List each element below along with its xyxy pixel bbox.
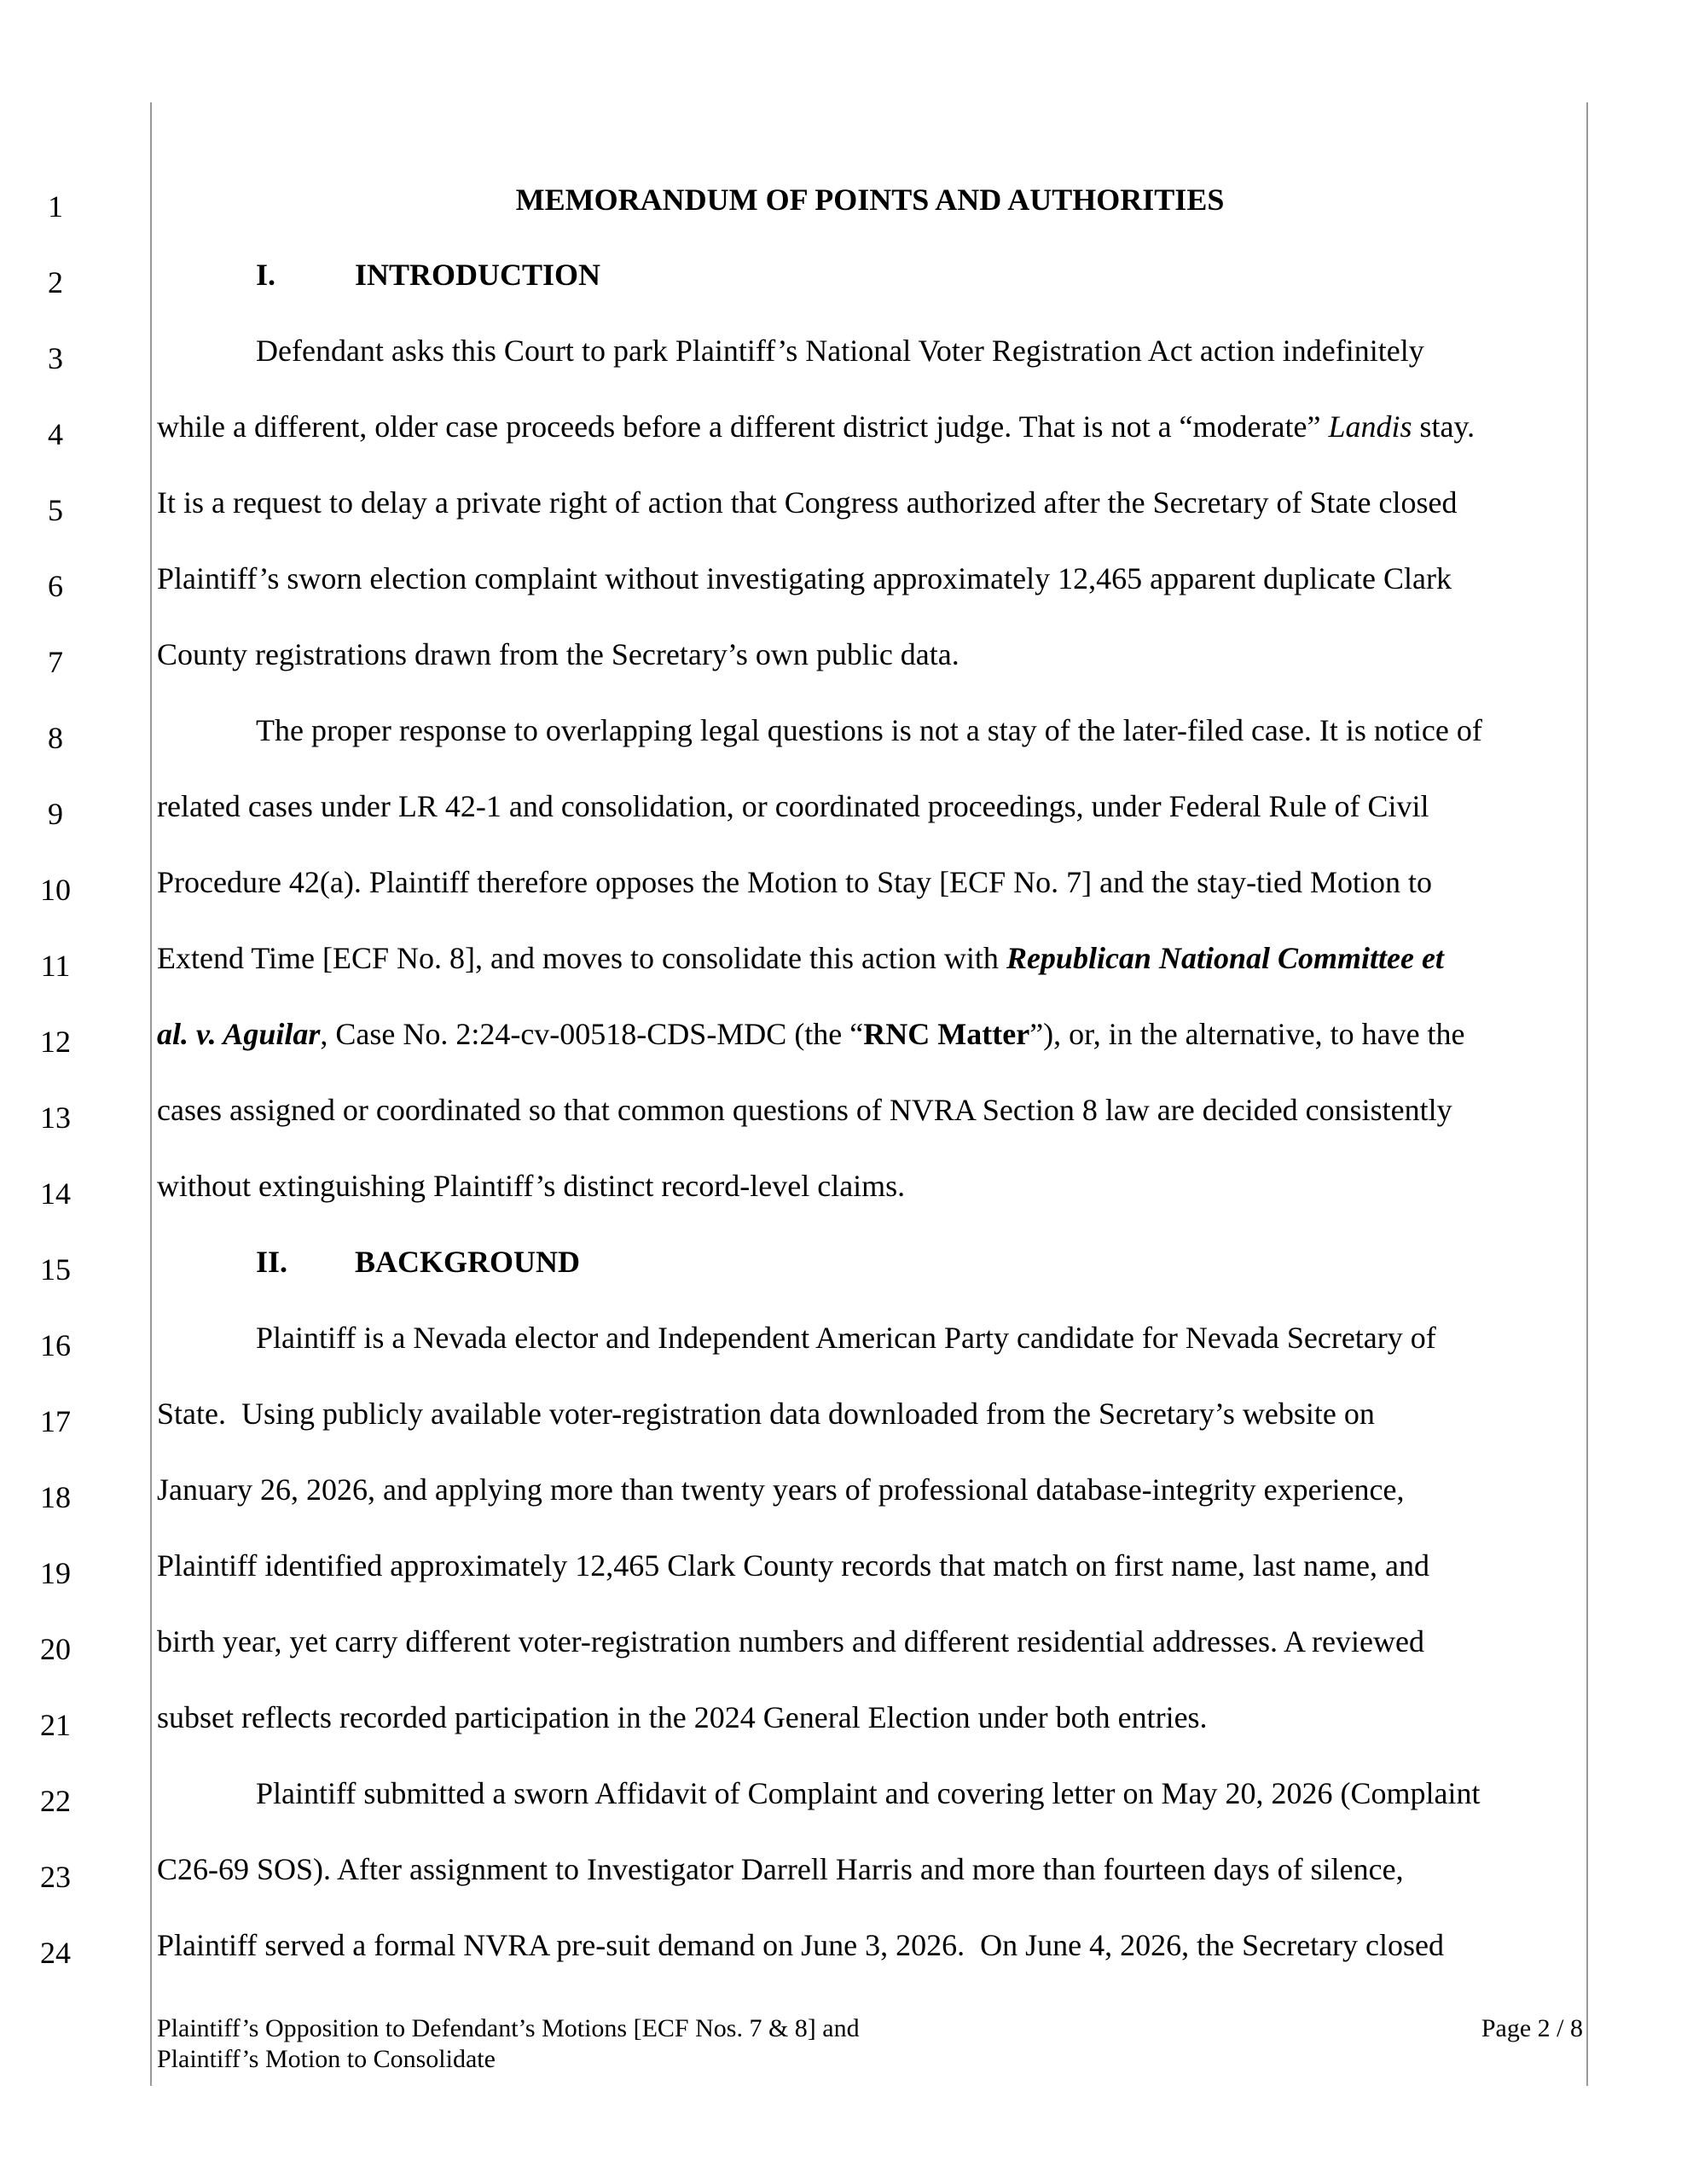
line-number: 3: [48, 341, 63, 375]
section-number: II.: [256, 1245, 288, 1279]
line-number: 11: [40, 949, 71, 983]
line-number: 1: [48, 189, 63, 224]
line-number: 24: [40, 1936, 71, 1970]
footer-caption-line-1: Plaintiff’s Opposition to Defendant’s Motions [ECF Nos. 7 & 8] and: [157, 2014, 860, 2042]
text-run: , Case No. 2:24-cv-00518-CDS-MDC (the “: [320, 1017, 864, 1051]
text-run: while a different, older case proceeds before a different district judge. That is not a “moderate”: [157, 410, 1329, 444]
paragraph-line: Plaintiff’s sworn election complaint without investigating approximately 12,465 apparent duplicate Clark: [157, 561, 1452, 595]
paragraph-line: Defendant asks this Court to park Plaintiff’s National Voter Registration Act action indefinitely: [256, 334, 1424, 368]
line-number: 14: [40, 1176, 71, 1211]
paragraph-line: cases assigned or coordinated so that common questions of NVRA Section 8 law are decided consistently: [157, 1093, 1452, 1127]
line-number: 6: [48, 569, 63, 603]
line-number: 5: [48, 493, 63, 527]
section-number: I.: [256, 258, 276, 292]
line-number: 4: [48, 417, 63, 451]
paragraph-line: It is a request to delay a private right of action that Congress authorized after the Secretary of State closed: [157, 485, 1458, 520]
paragraph-line: without extinguishing Plaintiff’s distinct record-level claims.: [157, 1169, 906, 1203]
paragraph-line: subset reflects recorded participation in the 2024 General Election under both entries.: [157, 1700, 1208, 1734]
line-number: 18: [40, 1480, 71, 1514]
paragraph-line: January 26, 2026, and applying more than twenty years of professional database-integrity experience,: [157, 1472, 1405, 1507]
line-number: 22: [40, 1784, 71, 1818]
paragraph-line: Plaintiff submitted a sworn Affidavit of Complaint and covering letter on May 20, 2026 (Complaint: [256, 1776, 1481, 1810]
footer-caption-line-2: Plaintiff’s Motion to Consolidate: [157, 2045, 496, 2073]
paragraph-line: birth year, yet carry different voter-registration numbers and different residential addresses. A reviewed: [157, 1624, 1424, 1658]
line-number: 19: [40, 1556, 71, 1590]
paragraph-line: [157, 1017, 1583, 1051]
line-number: 15: [40, 1252, 71, 1287]
line-number: 10: [40, 873, 71, 907]
paragraph-line: Plaintiff is a Nevada elector and Independent American Party candidate for Nevada Secretary of: [256, 1321, 1436, 1355]
section-heading-introduction: [157, 258, 1682, 292]
memo-title: MEMORANDUM OF POINTS AND AUTHORITIES: [515, 183, 1225, 217]
text-run: Extend Time [ECF No. 8], and moves to consolidate this action with: [157, 941, 1006, 975]
section-title: BACKGROUND: [355, 1245, 581, 1279]
line-number: 7: [48, 645, 63, 679]
paragraph-line: C26-69 SOS). After assignment to Investigator Darrell Harris and more than fourteen days of silence,: [157, 1852, 1404, 1886]
case-name-bold-italic: al. v. Aguilar: [157, 1017, 321, 1051]
section-title: INTRODUCTION: [355, 258, 601, 292]
paragraph-line: The proper response to overlapping legal questions is not a stay of the later-filed case. It is notice of: [256, 713, 1482, 747]
line-number: 8: [48, 721, 63, 755]
page-number: Page 2 / 8: [1481, 2014, 1583, 2042]
paragraph-line: related cases under LR 42-1 and consolidation, or coordinated proceedings, under Federal Rule of Civil: [157, 789, 1429, 823]
line-number: 12: [40, 1025, 71, 1059]
page-footer: [157, 2013, 1583, 2075]
defined-term-bold: RNC Matter: [863, 1017, 1030, 1051]
paragraph-line: [157, 941, 1583, 975]
line-number: 20: [40, 1632, 71, 1666]
line-number: 23: [40, 1860, 71, 1894]
text-run: stay.: [1412, 410, 1475, 444]
line-number: 2: [48, 265, 63, 299]
line-number: 16: [40, 1328, 71, 1362]
case-name-italic: Landis: [1328, 410, 1412, 444]
left-margin-rule: [150, 102, 152, 2086]
line-number: 21: [40, 1708, 71, 1742]
paragraph-line: [157, 410, 1583, 444]
line-number: 13: [40, 1101, 71, 1135]
paragraph-line: County registrations drawn from the Secretary’s own public data.: [157, 637, 959, 671]
paragraph-line: State. Using publicly available voter-registration data downloaded from the Secretary’s website on: [157, 1397, 1375, 1431]
text-run: ”), or, in the alternative, to have the: [1029, 1017, 1465, 1051]
paragraph-line: Procedure 42(a). Plaintiff therefore opposes the Motion to Stay [ECF No. 7] and the stay-tied Motion to: [157, 865, 1433, 899]
section-heading-background: [157, 1245, 1682, 1279]
paragraph-line: Plaintiff identified approximately 12,465 Clark County records that match on first name, last name, and: [157, 1548, 1429, 1583]
paragraph-line: Plaintiff served a formal NVRA pre-suit demand on June 3, 2026. On June 4, 2026, the Secretary closed: [157, 1928, 1445, 1962]
case-name-bold-italic: Republican National Committee et: [1006, 941, 1444, 975]
line-number: 17: [40, 1404, 71, 1438]
line-number: 9: [48, 797, 63, 831]
